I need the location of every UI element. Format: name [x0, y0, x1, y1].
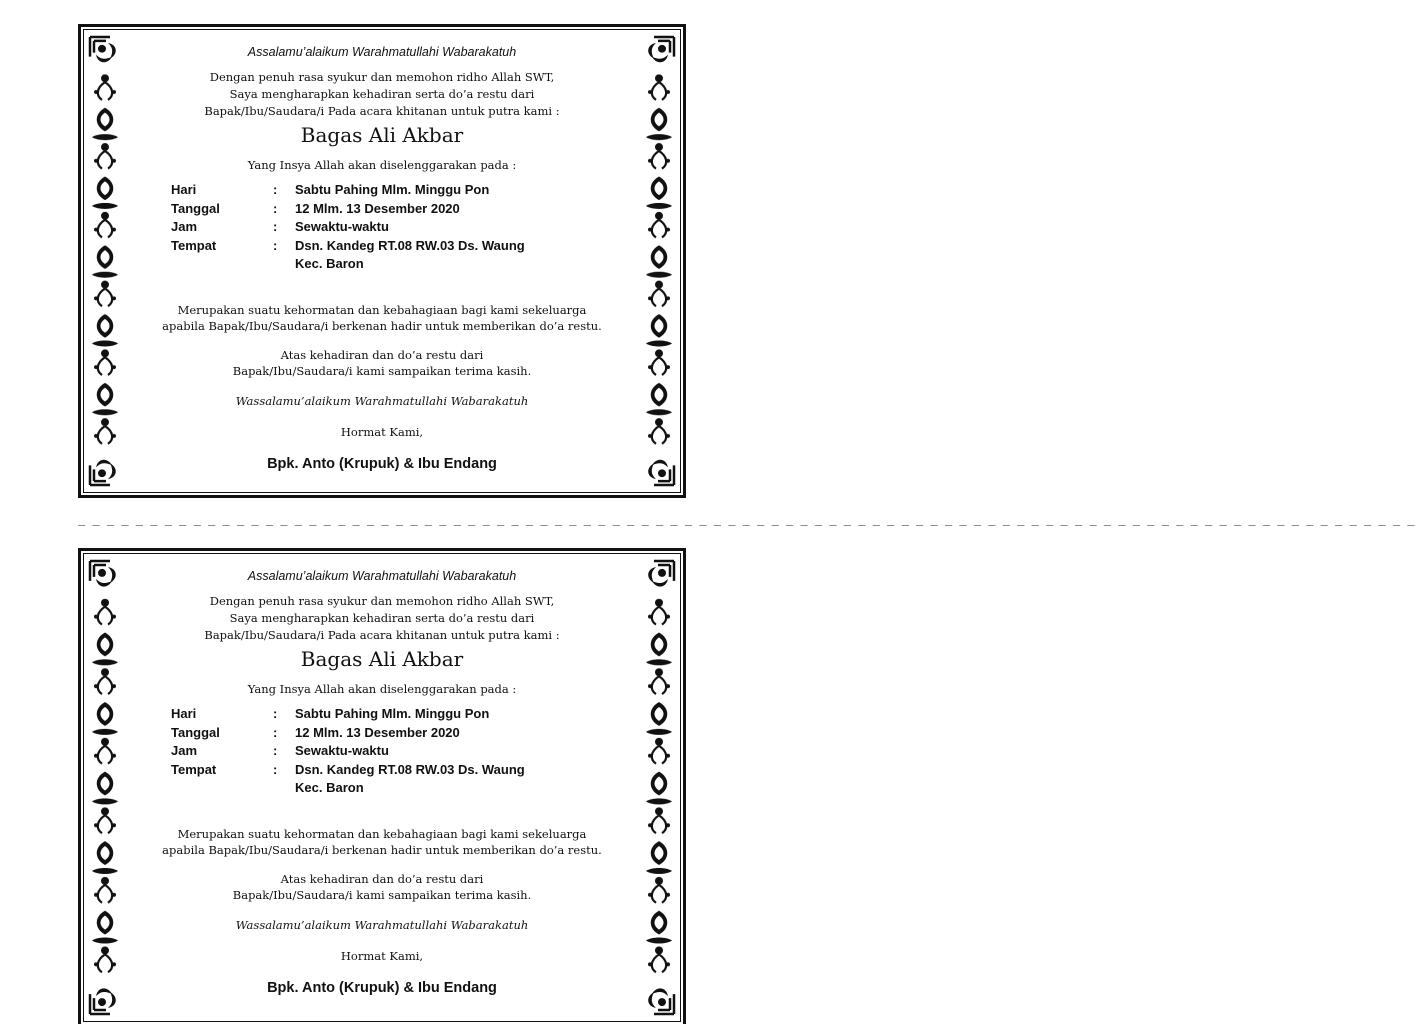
honor-text: Merupakan suatu kehormatan dan kebahagiaan bagi kami sekeluarga apabila Bapak/Ibu/Saudara/i berkenan hadir untuk memberikan do’a restu.: [162, 303, 602, 333]
thanks-text: Atas kehadiran dan do’a restu dari Bapak/Ibu/Saudara/i kami sampaikan terima kasih.: [232, 872, 532, 902]
honor-text: Merupakan suatu kehormatan dan kebahagiaan bagi kami sekeluarga apabila Bapak/Ibu/Saudara/i berkenan hadir untuk memberikan do’a restu.: [162, 827, 602, 857]
detail-row-time: Jam : Sewaktu-waktu: [171, 743, 389, 758]
regards-text: Hormat Kami,: [340, 425, 424, 439]
detail-row-time: Jam : Sewaktu-waktu: [171, 219, 389, 234]
detail-row-place-line2: Kec. Baron: [295, 256, 364, 271]
detail-row-place-line2: Kec. Baron: [295, 780, 364, 795]
signature: Bpk. Anto (Krupuk) & Ibu Endang: [267, 456, 497, 472]
invitation-card-1: [78, 24, 686, 498]
intro-text: [131, 69, 633, 120]
floral-border-right-icon: [642, 559, 676, 1016]
floral-border-right-icon: [642, 35, 676, 487]
detail-row-place: Tempat : Dsn. Kandeg RT.08 RW.03 Ds. Waung: [171, 237, 525, 253]
greeting: Assalamu’alaikum Warahmatullahi Wabarakatuh: [247, 569, 517, 583]
closing-greeting: Wassalamu’alaikum Warahmatullahi Wabarakatuh: [235, 394, 529, 408]
intro-line: Dengan penuh rasa syukur dan memohon ridho Allah SWT,: [209, 594, 555, 608]
intro-line: Saya mengharapkan kehadiran serta do’a restu dari: [229, 87, 535, 101]
signature: Bpk. Anto (Krupuk) & Ibu Endang: [267, 980, 497, 996]
event-details: [171, 181, 525, 274]
invitation-card-2: [78, 548, 686, 1024]
regards-text: Hormat Kami,: [340, 949, 424, 963]
event-details: [171, 705, 525, 798]
held-on-text: Yang Insya Allah akan diselenggarakan pada :: [247, 158, 517, 172]
cut-line: _ _ _ _ _ _ _ _ _ _ _ _ _ _ _ _ _ _ _ _ _ _ _ _ _ _ _ _ _ _ _ _ _ _ _ _ _ _ _ _ _ _ _ _ _ _ _ _ _ _ _ _ _ _ _ _ _ _ _ _ _ _ _ _ _ _ _ _ _ _ _ _ _ _ _ _ _ _ _ _ _ _ _ _ _ _ _ _ _ _ _ _ _: [78, 512, 1415, 526]
detail-row-place: Tempat : Dsn. Kandeg RT.08 RW.03 Ds. Waung: [171, 761, 525, 777]
intro-text: [131, 593, 633, 644]
detail-row-date: Tanggal : 12 Mlm. 13 Desember 2020: [171, 200, 460, 216]
detail-row-date: Tanggal : 12 Mlm. 13 Desember 2020: [171, 724, 460, 740]
child-name: Bagas Ali Akbar: [300, 647, 464, 671]
floral-border-left-icon: [88, 35, 122, 487]
child-name: Bagas Ali Akbar: [300, 123, 464, 147]
greeting: Assalamu’alaikum Warahmatullahi Wabarakatuh: [247, 45, 517, 59]
held-on-text: Yang Insya Allah akan diselenggarakan pada :: [247, 682, 517, 696]
closing-greeting: Wassalamu’alaikum Warahmatullahi Wabarakatuh: [235, 918, 529, 932]
thanks-text: Atas kehadiran dan do’a restu dari Bapak/Ibu/Saudara/i kami sampaikan terima kasih.: [232, 348, 532, 378]
detail-row-day: Hari : Sabtu Pahing Mlm. Minggu Pon: [171, 182, 490, 197]
intro-line: Bapak/Ibu/Saudara/i Pada acara khitanan untuk putra kami :: [204, 104, 560, 118]
intro-line: Saya mengharapkan kehadiran serta do’a restu dari: [229, 611, 535, 625]
detail-row-day: Hari : Sabtu Pahing Mlm. Minggu Pon: [171, 706, 490, 721]
intro-line: Bapak/Ibu/Saudara/i Pada acara khitanan untuk putra kami :: [204, 628, 560, 642]
floral-border-left-icon: [88, 559, 122, 1016]
intro-line: Dengan penuh rasa syukur dan memohon ridho Allah SWT,: [209, 70, 555, 84]
